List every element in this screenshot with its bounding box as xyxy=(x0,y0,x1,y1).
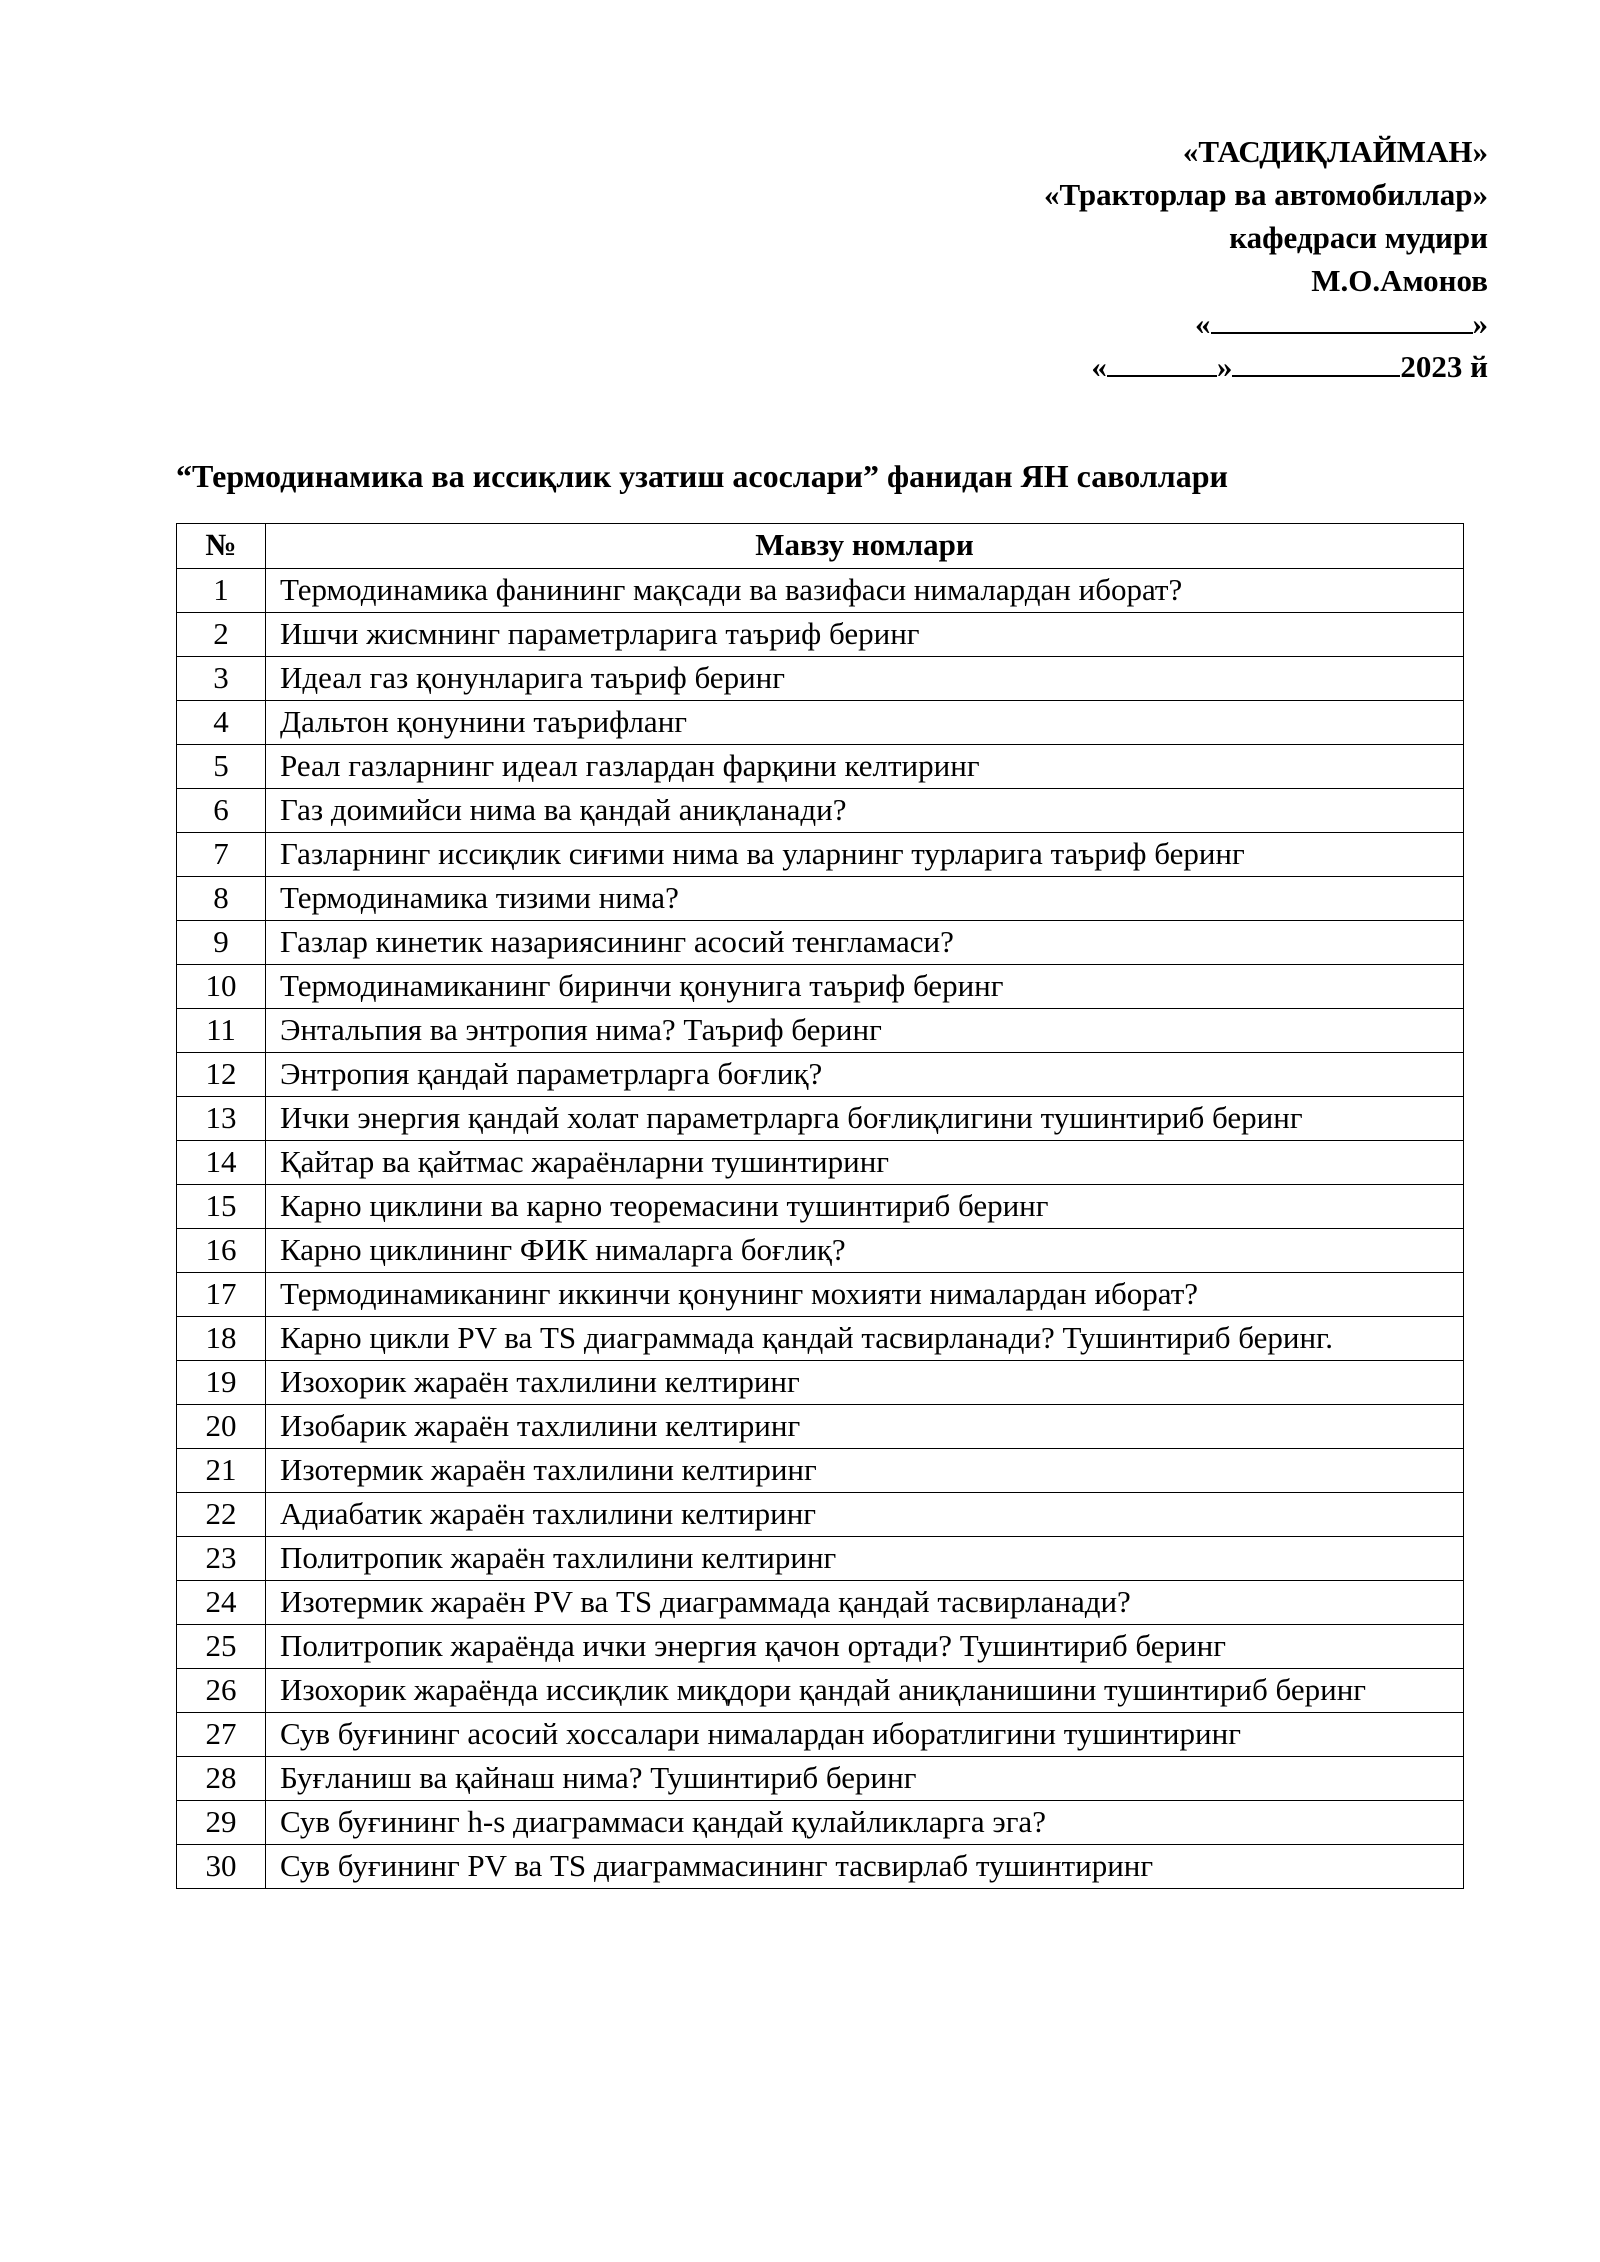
row-number: 10 xyxy=(177,965,266,1009)
row-number: 26 xyxy=(177,1669,266,1713)
row-topic: Карно циклини ва карно теоремасини тушинтириб беринг xyxy=(266,1185,1464,1229)
row-number: 11 xyxy=(177,1009,266,1053)
row-number: 5 xyxy=(177,745,266,789)
row-number: 25 xyxy=(177,1625,266,1669)
row-topic: Термодинамика тизими нима? xyxy=(266,877,1464,921)
table-row xyxy=(177,1361,1464,1405)
table-row xyxy=(177,1713,1464,1757)
row-topic: Изотермик жараён PV ва TS диаграммада қандай тасвирланади? xyxy=(266,1581,1464,1625)
table-row xyxy=(177,1801,1464,1845)
table-row xyxy=(177,921,1464,965)
department-name: «Тракторлар ва автомобиллар» xyxy=(1043,177,1488,212)
row-topic: Изохорик жараён тахлилини келтиринг xyxy=(266,1361,1464,1405)
table-row xyxy=(177,1669,1464,1713)
table-row xyxy=(177,1053,1464,1097)
row-topic: Термодинамиканинг иккинчи қонунинг мохияти нималардан иборат? xyxy=(266,1273,1464,1317)
approval-heading: «ТАСДИҚЛАЙМАН» xyxy=(1182,134,1488,169)
table-row xyxy=(177,1009,1464,1053)
row-topic: Изохорик жараёнда иссиқлик миқдори қандай аниқланишини тушинтириб беринг xyxy=(266,1669,1464,1713)
row-number: 13 xyxy=(177,1097,266,1141)
table-row xyxy=(177,1097,1464,1141)
table-row xyxy=(177,701,1464,745)
table-row xyxy=(177,1273,1464,1317)
row-number: 19 xyxy=(177,1361,266,1405)
table-row xyxy=(177,877,1464,921)
table-row xyxy=(177,1229,1464,1273)
row-number: 4 xyxy=(177,701,266,745)
table-row xyxy=(177,1185,1464,1229)
table-row xyxy=(177,1845,1464,1889)
row-number: 2 xyxy=(177,613,266,657)
row-topic: Сув буғининг PV ва TS диаграммасининг тасвирлаб тушинтиринг xyxy=(266,1845,1464,1889)
table-row xyxy=(177,1581,1464,1625)
row-topic: Термодинамиканинг биринчи қонунига таъриф беринг xyxy=(266,965,1464,1009)
row-number: 22 xyxy=(177,1493,266,1537)
row-number: 14 xyxy=(177,1141,266,1185)
row-number: 21 xyxy=(177,1449,266,1493)
row-topic: Изобарик жараён тахлилини келтиринг xyxy=(266,1405,1464,1449)
questions-table xyxy=(176,523,1464,1889)
row-number: 1 xyxy=(177,569,266,613)
row-topic: Реал газларнинг идеал газлардан фарқини келтиринг xyxy=(266,745,1464,789)
table-row xyxy=(177,1449,1464,1493)
table-row xyxy=(177,569,1464,613)
document-title: “Термодинамика ва иссиқлик узатиш асослари” фанидан ЯН саволлари xyxy=(176,458,1228,494)
row-number: 27 xyxy=(177,1713,266,1757)
row-topic: Буғланиш ва қайнаш нима? Тушинтириб беринг xyxy=(266,1757,1464,1801)
row-number: 9 xyxy=(177,921,266,965)
head-name: М.О.Амонов xyxy=(1311,263,1488,298)
column-header-topic: Мавзу номлари xyxy=(266,524,1464,569)
row-topic: Ички энергия қандай холат параметрларга боғлиқлигини тушинтириб беринг xyxy=(266,1097,1464,1141)
row-number: 6 xyxy=(177,789,266,833)
row-number: 20 xyxy=(177,1405,266,1449)
table-row xyxy=(177,1141,1464,1185)
row-topic: Сув буғининг асосий хоссалари нималардан иборатлигини тушинтиринг xyxy=(266,1713,1464,1757)
row-topic: Политропик жараён тахлилини келтиринг xyxy=(266,1537,1464,1581)
table-row xyxy=(177,789,1464,833)
month-blank xyxy=(1232,349,1400,377)
row-number: 16 xyxy=(177,1229,266,1273)
row-number: 8 xyxy=(177,877,266,921)
table-row xyxy=(177,613,1464,657)
row-topic: Энтальпия ва энтропия нима? Таъриф беринг xyxy=(266,1009,1464,1053)
table-row xyxy=(177,1757,1464,1801)
row-number: 17 xyxy=(177,1273,266,1317)
row-topic: Политропик жараёнда ички энергия қачон ортади? Тушинтириб беринг xyxy=(266,1625,1464,1669)
row-topic: Идеал газ қонунларига таъриф беринг xyxy=(266,657,1464,701)
row-number: 7 xyxy=(177,833,266,877)
row-topic: Термодинамика фанининг мақсади ва вазифаси нималардан иборат? xyxy=(266,569,1464,613)
row-topic: Сув буғининг h-s диаграммаси қандай қулайликларга эга? xyxy=(266,1801,1464,1845)
table-row xyxy=(177,833,1464,877)
row-topic: Изотермик жараён тахлилини келтиринг xyxy=(266,1449,1464,1493)
signature-line: « » xyxy=(1195,306,1488,341)
row-topic: Дальтон қонунини таърифланг xyxy=(266,701,1464,745)
table-row xyxy=(177,657,1464,701)
date-line: « » 2023 й xyxy=(1091,349,1488,384)
table-row xyxy=(177,1405,1464,1449)
table-row xyxy=(177,965,1464,1009)
column-header-number: № xyxy=(177,524,266,569)
table-row xyxy=(177,745,1464,789)
row-number: 30 xyxy=(177,1845,266,1889)
table-row xyxy=(177,1493,1464,1537)
approval-block xyxy=(1044,130,1488,388)
row-topic: Карно цикли PV ва TS диаграммада қандай тасвирланади? Тушинтириб беринг. xyxy=(266,1317,1464,1361)
row-number: 18 xyxy=(177,1317,266,1361)
row-number: 23 xyxy=(177,1537,266,1581)
table-row xyxy=(177,1537,1464,1581)
day-blank xyxy=(1107,349,1217,377)
row-topic: Адиабатик жараён тахлилини келтиринг xyxy=(266,1493,1464,1537)
row-topic: Қайтар ва қайтмас жараёнларни тушинтиринг xyxy=(266,1141,1464,1185)
row-number: 29 xyxy=(177,1801,266,1845)
row-topic: Газларнинг иссиқлик сиғими нима ва уларнинг турларига таъриф беринг xyxy=(266,833,1464,877)
row-number: 15 xyxy=(177,1185,266,1229)
table-row xyxy=(177,1317,1464,1361)
signature-blank xyxy=(1211,306,1473,334)
row-number: 3 xyxy=(177,657,266,701)
row-number: 24 xyxy=(177,1581,266,1625)
row-topic: Газлар кинетик назариясининг асосий тенгламаси? xyxy=(266,921,1464,965)
position-title: кафедраси мудири xyxy=(1229,220,1488,255)
row-number: 12 xyxy=(177,1053,266,1097)
table-row xyxy=(177,1625,1464,1669)
row-number: 28 xyxy=(177,1757,266,1801)
row-topic: Ишчи жисмнинг параметрларига таъриф беринг xyxy=(266,613,1464,657)
row-topic: Карно циклининг ФИК нималарга боғлиқ? xyxy=(266,1229,1464,1273)
row-topic: Газ доимийси нима ва қандай аниқланади? xyxy=(266,789,1464,833)
row-topic: Энтропия қандай параметрларга боғлиқ? xyxy=(266,1053,1464,1097)
table-header-row xyxy=(177,524,1464,569)
